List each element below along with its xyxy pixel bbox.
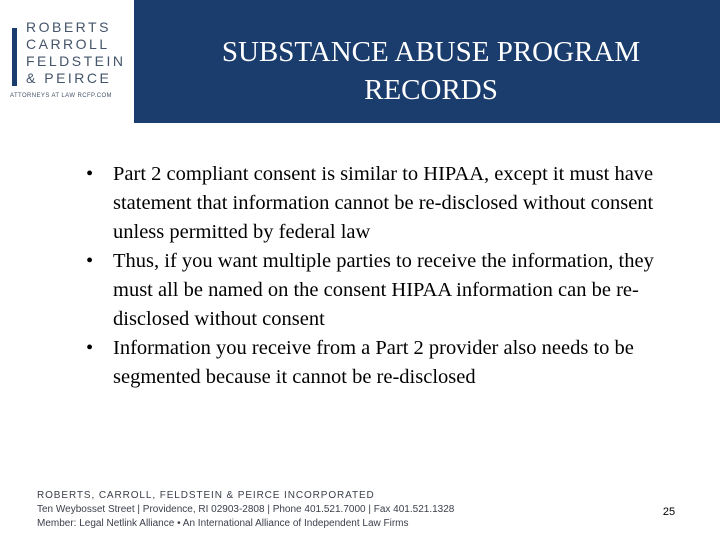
logo-line: ROBERTS <box>26 19 111 35</box>
footer-membership: Member: Legal Netlink Alliance • An International Alliance of Independent Law Firms <box>37 518 409 529</box>
slide-title-line2: RECORDS <box>364 74 498 106</box>
firm-logo <box>0 0 134 123</box>
footer-address: Ten Weybosset Street | Providence, RI 02903-2808 | Phone 401.521.7000 | Fax 401.521.1328 <box>37 504 455 515</box>
footer-firm-name: ROBERTS, CARROLL, FELDSTEIN & PEIRCE INCORPORATED <box>37 490 375 501</box>
slide-title <box>165 33 697 109</box>
bullet-icon: • <box>86 337 94 359</box>
bullet-item <box>86 160 686 247</box>
logo-line: CARROLL <box>26 36 110 52</box>
logo-line: & PEIRCE <box>26 70 112 86</box>
logo-line: FELDSTEIN <box>26 53 126 69</box>
bullet-list <box>86 160 686 392</box>
page-number: 25 <box>662 506 676 518</box>
bullet-item <box>86 334 686 392</box>
bullet-text: Thus, if you want multiple parties to receive the information, they must all be named on the consent HIPAA information can be re-disclosed without consent <box>113 250 654 330</box>
bullet-text: Information you receive from a Part 2 provider also needs to be segmented because it cannot be re-disclosed <box>113 337 634 388</box>
logo-wordmark <box>26 19 126 87</box>
bullet-icon: • <box>86 163 94 185</box>
slide-title-line1: SUBSTANCE ABUSE PROGRAM <box>221 36 641 68</box>
logo-accent-bar <box>12 28 17 86</box>
bullet-item <box>86 247 686 334</box>
footer <box>37 489 454 531</box>
logo-tagline: ATTORNEYS AT LAW RCFP.COM <box>10 93 112 99</box>
bullet-text: Part 2 compliant consent is similar to HIPAA, except it must have statement that information cannot be re-disclosed without consent unless permitted by federal law <box>113 163 654 243</box>
bullet-icon: • <box>86 250 94 272</box>
